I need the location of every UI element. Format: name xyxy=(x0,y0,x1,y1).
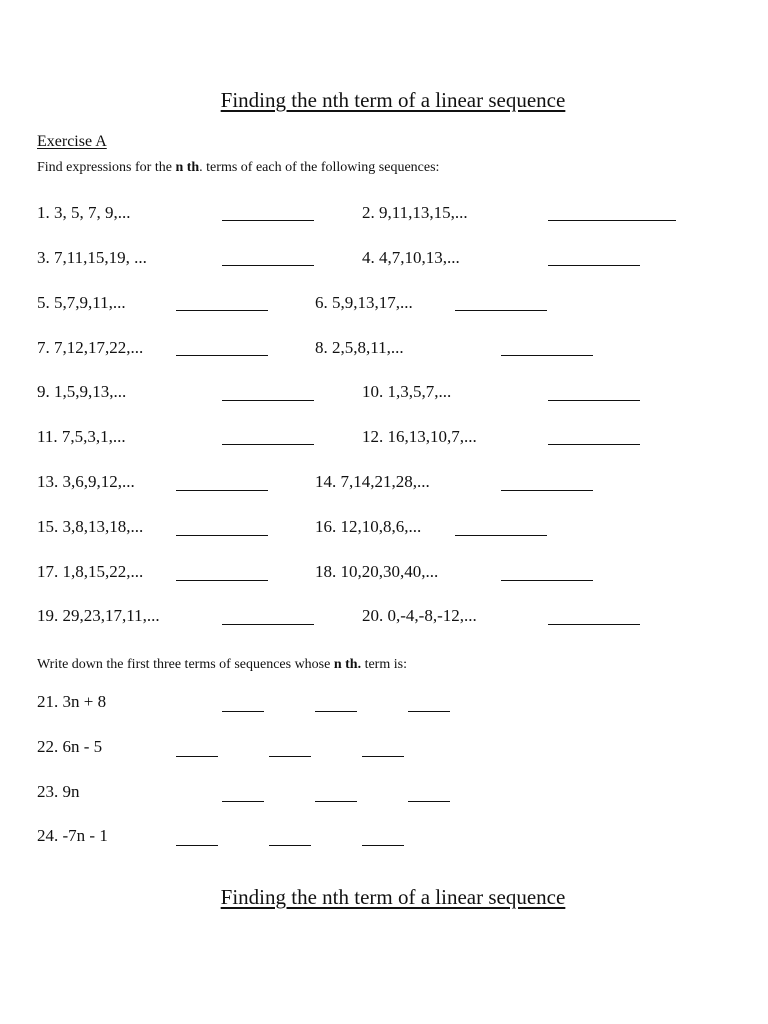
page-title: Finding the nth term of a linear sequence xyxy=(220,88,566,112)
question-22: 22. 6n - 5 xyxy=(37,737,103,756)
question-17: 17. 1,8,15,22,... xyxy=(37,562,144,581)
term-blank-24-1[interactable] xyxy=(176,845,218,846)
question-14: 14. 7,14,21,28,... xyxy=(315,472,430,491)
answer-blank-17[interactable] xyxy=(176,580,268,581)
answer-blank-14[interactable] xyxy=(501,490,593,491)
question-16: 16. 12,10,8,6,... xyxy=(315,517,422,536)
instruction-text: . terms of each of the following sequences: xyxy=(199,160,440,175)
answer-blank-6[interactable] xyxy=(455,310,547,311)
answer-blank-13[interactable] xyxy=(176,490,268,491)
answer-blank-2[interactable] xyxy=(548,220,676,221)
instruction-bold: n th. xyxy=(333,657,362,672)
question-10: 10. 1,3,5,7,... xyxy=(362,382,452,401)
term-blank-22-2[interactable] xyxy=(269,756,311,757)
question-13: 13. 3,6,9,12,... xyxy=(37,472,135,491)
instruction-text: term is: xyxy=(361,657,407,672)
answer-blank-10[interactable] xyxy=(548,400,640,401)
term-blank-24-2[interactable] xyxy=(269,845,311,846)
term-blank-21-2[interactable] xyxy=(315,711,357,712)
question-21: 21. 3n + 8 xyxy=(37,692,107,711)
question-5: 5. 5,7,9,11,... xyxy=(37,293,126,312)
question-18: 18. 10,20,30,40,... xyxy=(315,562,439,581)
instruction-sequences xyxy=(37,160,439,176)
answer-blank-16[interactable] xyxy=(455,535,547,536)
question-2: 2. 9,11,13,15,... xyxy=(362,203,468,222)
term-blank-22-1[interactable] xyxy=(176,756,218,757)
question-1: 1. 3, 5, 7, 9,... xyxy=(37,203,131,222)
answer-blank-18[interactable] xyxy=(501,580,593,581)
term-blank-23-3[interactable] xyxy=(408,801,450,802)
answer-blank-7[interactable] xyxy=(176,355,268,356)
term-blank-21-1[interactable] xyxy=(222,711,264,712)
question-11: 11. 7,5,3,1,... xyxy=(37,427,126,446)
answer-blank-9[interactable] xyxy=(222,400,314,401)
term-blank-24-3[interactable] xyxy=(362,845,404,846)
question-7: 7. 7,12,17,22,... xyxy=(37,338,144,357)
exercise-heading: Exercise A xyxy=(37,133,107,150)
question-23: 23. 9n xyxy=(37,782,80,801)
instruction-terms xyxy=(37,657,407,673)
answer-blank-5[interactable] xyxy=(176,310,268,311)
answer-blank-20[interactable] xyxy=(548,624,640,625)
instruction-bold: n th xyxy=(175,160,200,175)
question-19: 19. 29,23,17,11,... xyxy=(37,606,160,625)
term-blank-22-3[interactable] xyxy=(362,756,404,757)
question-12: 12. 16,13,10,7,... xyxy=(362,427,477,446)
question-8: 8. 2,5,8,11,... xyxy=(315,338,404,357)
answer-blank-11[interactable] xyxy=(222,444,314,445)
question-15: 15. 3,8,13,18,... xyxy=(37,517,144,536)
instruction-text: Find expressions for the xyxy=(37,160,176,175)
question-9: 9. 1,5,9,13,... xyxy=(37,382,127,401)
question-20: 20. 0,-4,-8,-12,... xyxy=(362,606,477,625)
term-blank-21-3[interactable] xyxy=(408,711,450,712)
answer-blank-1[interactable] xyxy=(222,220,314,221)
footer-title: Finding the nth term of a linear sequence xyxy=(220,885,566,909)
answer-blank-15[interactable] xyxy=(176,535,268,536)
instruction-text: Write down the first three terms of sequences whose xyxy=(37,657,334,672)
question-3: 3. 7,11,15,19, ... xyxy=(37,248,147,267)
term-blank-23-1[interactable] xyxy=(222,801,264,802)
term-blank-23-2[interactable] xyxy=(315,801,357,802)
question-6: 6. 5,9,13,17,... xyxy=(315,293,413,312)
question-4: 4. 4,7,10,13,... xyxy=(362,248,460,267)
answer-blank-4[interactable] xyxy=(548,265,640,266)
answer-blank-19[interactable] xyxy=(222,624,314,625)
answer-blank-3[interactable] xyxy=(222,265,314,266)
answer-blank-12[interactable] xyxy=(548,444,640,445)
question-24: 24. -7n - 1 xyxy=(37,826,108,845)
answer-blank-8[interactable] xyxy=(501,355,593,356)
